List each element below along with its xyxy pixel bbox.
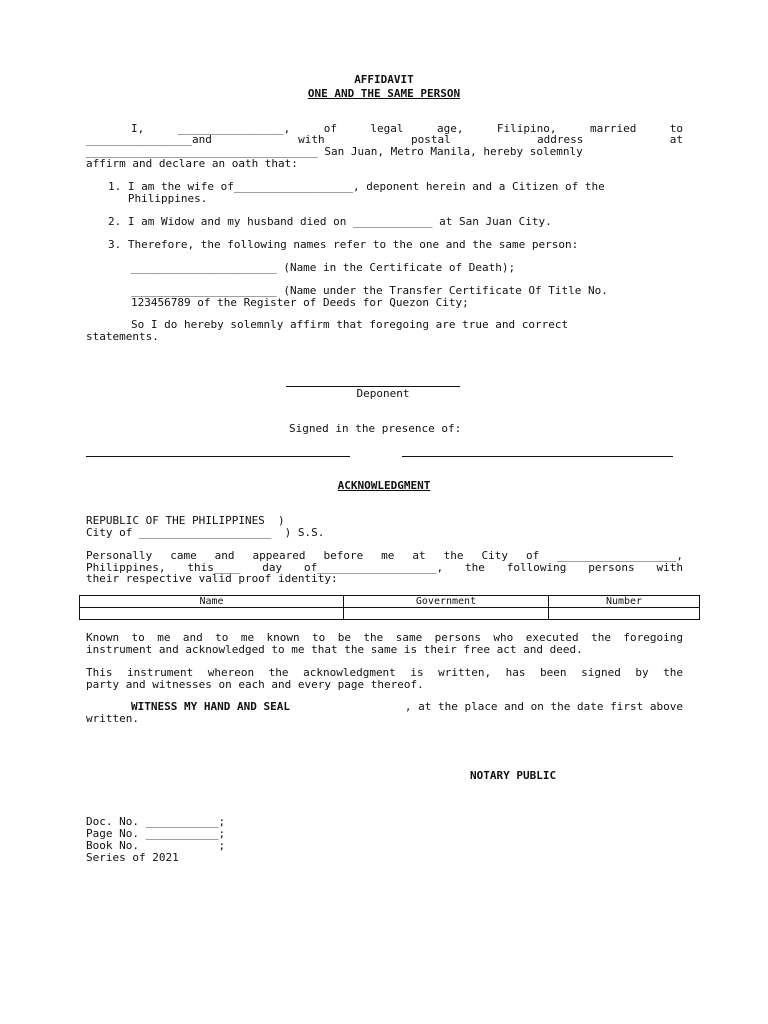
known-line-1: Known to me and to me known to be the same persons who executed the foregoing xyxy=(86,631,683,644)
affirm-line-1: So I do hereby solemnly affirm that foregoing are true and correct xyxy=(131,318,569,331)
column-header-government: Government xyxy=(344,596,549,608)
appeared-line-1: Personally came and appeared before me at the City of __________________, xyxy=(86,549,683,562)
page-no: Page No. ___________; xyxy=(86,827,226,840)
intro-word: ________________, xyxy=(177,122,291,135)
table-row xyxy=(80,608,700,620)
document-title: AFFIDAVIT xyxy=(354,73,414,86)
document-subtitle: ONE AND THE SAME PERSON xyxy=(307,87,461,100)
intro-word: age, xyxy=(436,122,464,135)
item-1-line-1: 1. I am the wife of__________________, deponent herein and a Citizen of the xyxy=(108,180,605,193)
item-2: 2. I am Widow and my husband died on ____________ at San Juan City. xyxy=(108,215,552,228)
table-cell xyxy=(80,608,344,620)
name-tct-line-2: 123456789 of the Register of Deeds for Quezon City; xyxy=(131,296,469,309)
doc-no: Doc. No. ___________; xyxy=(86,815,226,828)
intro-word: at xyxy=(669,133,683,146)
intro-line-3: ___________________________________ San Juan, Metro Manila, hereby solemnly xyxy=(86,145,583,158)
signed-presence: Signed in the presence of: xyxy=(289,422,462,435)
witness-signature-line-1 xyxy=(86,456,350,457)
witness-signature-line-2 xyxy=(402,456,673,457)
book-no: Book No. ; xyxy=(86,839,226,852)
witness-line-2: written. xyxy=(86,712,139,725)
instrument-line-1: This instrument whereon the acknowledgment is written, has been signed by the xyxy=(86,666,683,679)
identity-table xyxy=(79,595,700,620)
intro-word: with xyxy=(298,133,325,146)
column-header-number: Number xyxy=(549,596,700,608)
table-header-row xyxy=(80,596,700,608)
series: Series of 2021 xyxy=(86,851,179,864)
appeared-line-3: their respective valid proof identity: xyxy=(86,572,338,585)
intro-word: postal xyxy=(410,133,451,146)
item-1-line-2: Philippines. xyxy=(108,192,208,205)
intro-word: to xyxy=(669,122,683,135)
intro-word: address xyxy=(537,133,584,146)
intro-line-4: affirm and declare an oath that: xyxy=(86,157,298,170)
item-3: 3. Therefore, the following names refer to the one and the same person: xyxy=(108,238,579,251)
intro-word: Filipino, xyxy=(496,122,557,135)
deponent-label: Deponent xyxy=(356,387,410,400)
intro-word: of xyxy=(323,122,337,135)
appeared-line-2: Philippines, this____ day of__________________, the following persons with xyxy=(86,561,683,574)
table-cell xyxy=(549,608,700,620)
intro-word: ________________and xyxy=(86,133,212,146)
witness-hand-seal: WITNESS MY HAND AND SEAL xyxy=(131,700,290,713)
name-tct-line-1: ______________________ (Name under the Transfer Certificate Of Title No. xyxy=(131,284,608,297)
known-line-2: instrument and acknowledged to me that the same is their free act and deed. xyxy=(86,643,583,656)
column-header-name: Name xyxy=(80,596,344,608)
witness-rest: , at the place and on the date first above xyxy=(404,700,683,713)
intro-word: married xyxy=(589,122,637,135)
intro-word: I, xyxy=(131,122,145,135)
venue-city: City of ____________________ ) S.S. xyxy=(86,526,325,539)
witness-line-1 xyxy=(131,700,683,713)
acknowledgment-heading: ACKNOWLEDGMENT xyxy=(337,479,431,492)
affirm-line-2: statements. xyxy=(86,330,159,343)
instrument-line-2: party and witnesses on each and every page thereof. xyxy=(86,678,424,691)
name-death-certificate: ______________________ (Name in the Certificate of Death); xyxy=(131,261,516,274)
venue-republic: REPUBLIC OF THE PHILIPPINES ) xyxy=(86,514,285,527)
table-cell xyxy=(344,608,549,620)
notary-public-label: NOTARY PUBLIC xyxy=(470,769,557,782)
intro-word: legal xyxy=(370,122,404,135)
